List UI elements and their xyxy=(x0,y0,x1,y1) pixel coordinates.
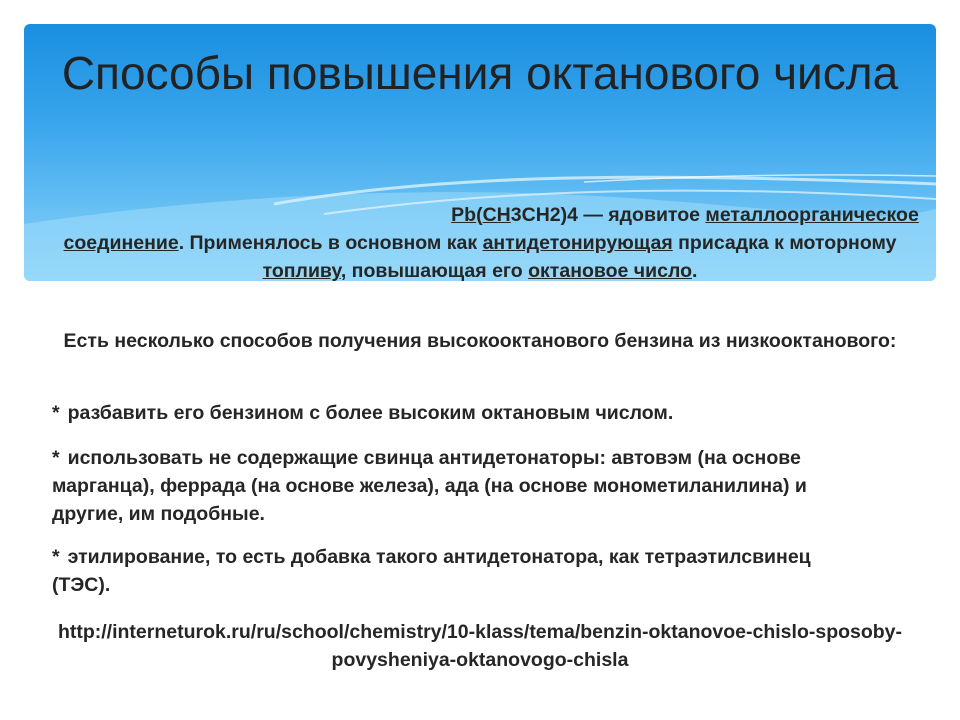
intro-text: присадка к моторному xyxy=(672,232,897,254)
slide-title: Способы повышения октанового числа xyxy=(61,47,899,99)
bullet-item xyxy=(52,444,872,528)
bullet-item xyxy=(52,399,872,427)
intro-text: . xyxy=(691,260,698,282)
intro-link[interactable]: топливу xyxy=(262,260,341,282)
intro-link[interactable]: антидетонирующая xyxy=(482,232,673,254)
lead-paragraph: Есть несколько способов получения высокооктанового бензина из низкооктанового: xyxy=(63,330,897,352)
bullet-marker: * xyxy=(52,447,60,469)
intro-text: , повышающая его xyxy=(340,260,529,282)
bullet-text: использовать не содержащие свинца антидетонаторы: автовэм (на основе марганца), феррада (на основе железа), ада (на основе монометиланилина) и другие, им подобные. xyxy=(52,447,807,525)
bullet-text: этилирование, то есть добавка такого антидетонатора, как тетраэтилсвинец (ТЭС). xyxy=(52,546,811,596)
bullet-text: разбавить его бензином с более высоким октановым числом. xyxy=(67,402,674,424)
intro-paragraph xyxy=(40,201,920,285)
bullet-item xyxy=(52,543,872,599)
intro-link[interactable]: металлоорганическое соединение xyxy=(63,204,919,254)
source-link[interactable]: http://interneturok.ru/ru/school/chemistry/10-klass/tema/benzin-oktanovoe-chislo-sposoby-povysheniya-oktanovogo-chisla xyxy=(57,621,903,671)
bullet-marker: * xyxy=(52,402,60,424)
intro-link[interactable]: Pb xyxy=(451,204,477,226)
intro-link[interactable]: октановое число xyxy=(528,260,692,282)
bullet-marker: * xyxy=(52,546,60,568)
intro-link[interactable]: CH xyxy=(482,204,511,226)
intro-text: . Применялось в основном как xyxy=(178,232,483,254)
intro-text: 3CH2)4 — ядовитое xyxy=(510,204,706,226)
intro-text: ( xyxy=(476,204,483,226)
